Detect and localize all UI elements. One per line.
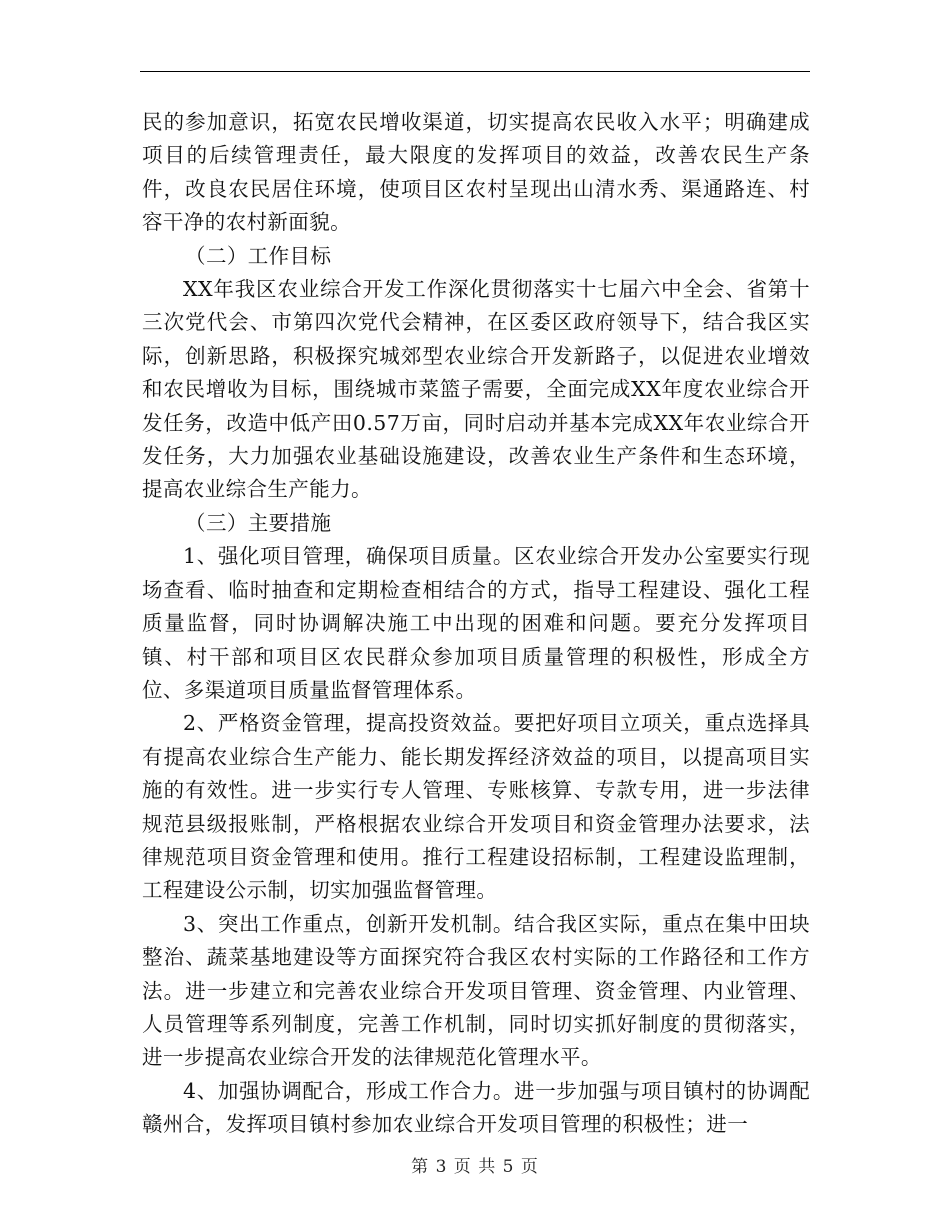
paragraph-continued: 民的参加意识，拓宽农民增收渠道，切实提高农民收入水平；明确建成项目的后续管理责任，最大限度的发挥项目的效益，改善农民生产条件，改良农民居住环境，使项目区农村呈现出山清水秀、渠通路连、村容干净的农村新面貌。	[142, 110, 810, 235]
paragraph-work-goals: XX年我区农业综合开发工作深化贯彻落实十七届六中全会、省第十三次党代会、市第四次党代会精神，在区委区政府领导下，结合我区实际，创新思路，积极探究城郊型农业综合开发新路子，以促进农业增效和农民增收为目标，围绕城市菜篮子需要，全面完成XX年度农业综合开发任务，改造中低产田0.57万亩，同时启动并基本完成XX年农业综合开发任务，大力加强农业基础设施建设，改善农业生产条件和生态环境，提高农业综合生产能力。	[142, 277, 810, 502]
paragraph-measure-4: 4、加强协调配合，形成工作合力。进一步加强与项目镇村的协调配赣州合，发挥项目镇村参加农业综合开发项目管理的积极性；进一	[142, 1078, 810, 1137]
section-heading-main-measures: （三）主要措施	[185, 510, 332, 535]
paragraph-measure-2: 2、严格资金管理，提高投资效益。要把好项目立项关，重点选择具有提高农业综合生产能力、能长期发挥经济效益的项目，以提高项目实施的有效性。进一步实行专人管理、专账核算、专款专用，进一步法律规范县级报账制，严格根据农业综合开发项目和资金管理办法要求，法律规范项目资金管理和使用。推行工程建设招标制，工程建设监理制，工程建设公示制，切实加强监督管理。	[142, 711, 810, 903]
paragraph-measure-3: 3、突出工作重点，创新开发机制。结合我区实际，重点在集中田块整治、蔬菜基地建设等方面探究符合我区农村实际的工作路径和工作方法。进一步建立和完善农业综合开发项目管理、资金管理、内业管理、人员管理等系列制度，完善工作机制，同时切实抓好制度的贯彻落实，进一步提高农业综合开发的法律规范化管理水平。	[142, 911, 810, 1070]
page-number-footer: 第 3 页 共 5 页	[411, 1157, 539, 1177]
header-rule	[140, 71, 810, 72]
document-body	[142, 106, 810, 1142]
section-heading-work-goals: （二）工作目标	[185, 243, 332, 268]
paragraph-measure-1: 1、强化项目管理，确保项目质量。区农业综合开发办公室要实行现场查看、临时抽查和定期检查相结合的方式，指导工程建设、强化工程质量监督，同时协调解决施工中出现的困难和问题。要充分发挥项目镇、村干部和项目区农民群众参加项目质量管理的积极性，形成全方位、多渠道项目质量监督管理体系。	[142, 544, 810, 702]
